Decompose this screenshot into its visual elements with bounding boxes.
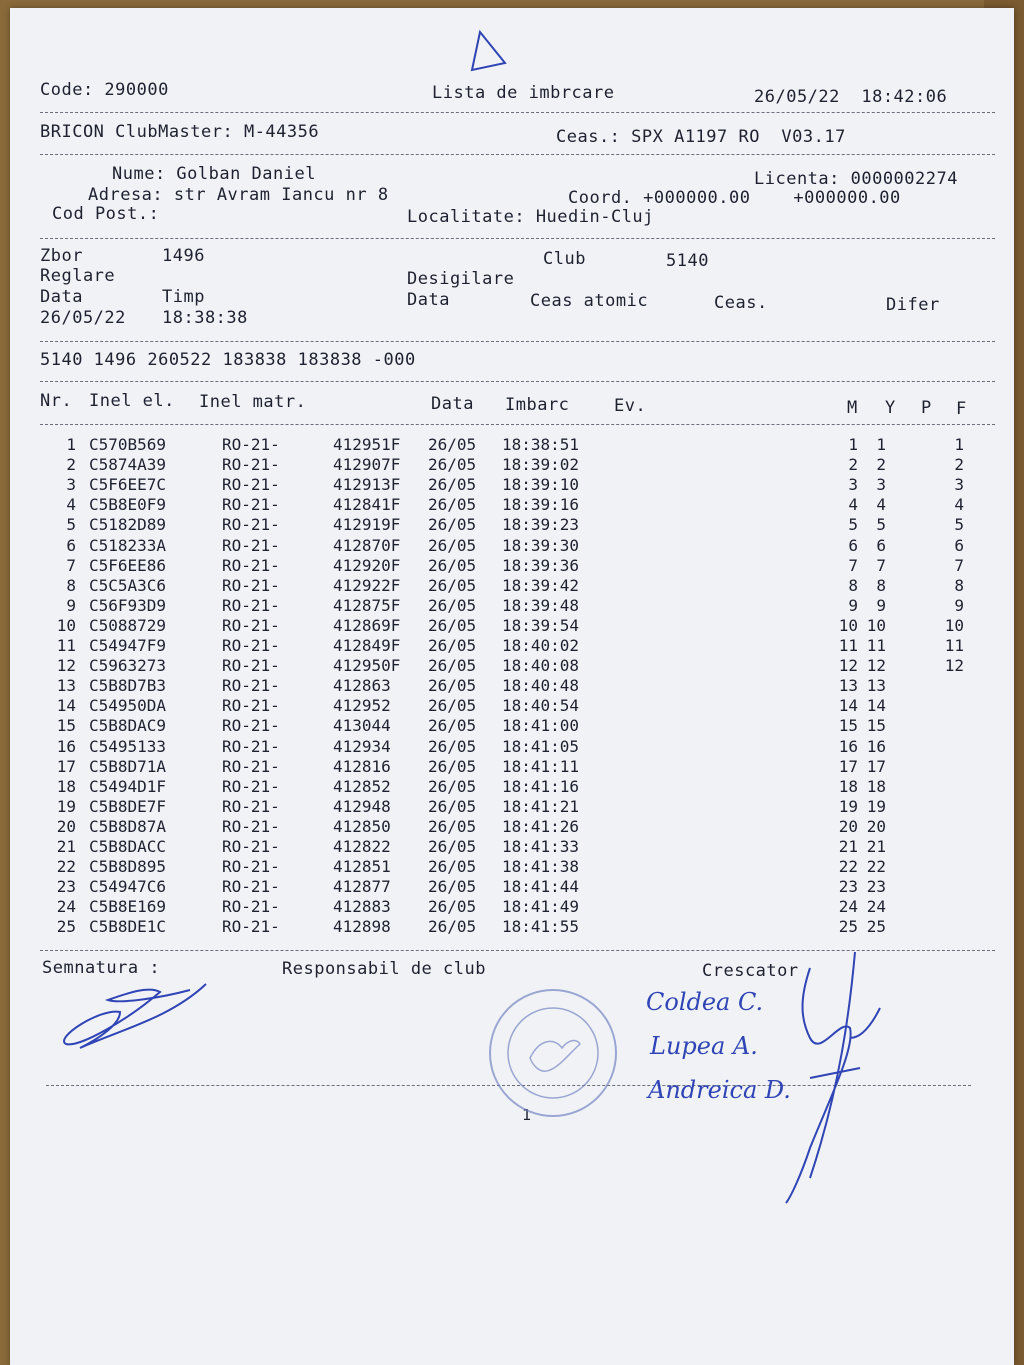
cell-time: 18:39:30 <box>502 535 580 555</box>
cell-y: 22 <box>866 857 886 877</box>
cell-data: 26/05 <box>428 535 477 555</box>
cell-pre: RO-21- <box>222 636 280 655</box>
cell-pre: RO-21- <box>222 535 280 555</box>
cell-time: 18:41:16 <box>502 776 580 796</box>
cell-y: 24 <box>866 897 886 917</box>
cell-el: C5963273 <box>89 656 167 676</box>
cell-m: 2 <box>848 455 858 475</box>
reglare-date: 26/05/22 <box>40 308 126 328</box>
cell-matr: 412850 <box>333 816 391 836</box>
cell-pre: RO-21- <box>222 515 280 535</box>
cell-el: C518233A <box>89 535 167 555</box>
cell-el: C5B8D87A <box>89 816 167 836</box>
cell-time: 18:41:21 <box>502 796 580 816</box>
cell-data: 26/05 <box>428 555 477 575</box>
cell-pre: RO-21- <box>222 495 280 515</box>
cell-matr: 412919F <box>333 515 401 535</box>
cell-y: 19 <box>866 796 886 816</box>
cell-nr: 15 <box>56 716 76 736</box>
cell-data: 26/05 <box>428 595 477 615</box>
cell-el: C5B8D71A <box>89 756 167 776</box>
cell-time: 18:41:33 <box>502 837 580 856</box>
cell-matr: 412822 <box>333 837 391 856</box>
cell-data: 26/05 <box>428 716 477 736</box>
cell-m: 15 <box>838 716 858 736</box>
cell-matr: 412869F <box>333 615 401 635</box>
triangle-mark <box>472 32 505 70</box>
cell-matr: 412816 <box>333 756 391 776</box>
cell-el: C5B8E169 <box>89 897 167 917</box>
cell-pre: RO-21- <box>222 555 280 575</box>
col-f: F <box>956 399 967 419</box>
cell-y: 7 <box>876 555 886 575</box>
timp-label: Timp <box>162 287 205 307</box>
cell-el: C54947F9 <box>89 636 167 655</box>
cell-y: 10 <box>866 615 886 635</box>
cell-m: 10 <box>838 615 858 635</box>
cell-y: 15 <box>866 716 886 736</box>
cell-el: C5B8DE1C <box>89 917 167 937</box>
cell-y: 20 <box>866 816 886 836</box>
cell-f: 3 <box>954 475 964 495</box>
cell-y: 2 <box>876 455 886 475</box>
cell-data: 26/05 <box>428 676 477 696</box>
cell-y: 8 <box>876 575 886 595</box>
cell-y: 13 <box>866 676 886 696</box>
reglare-label: Reglare <box>40 266 116 286</box>
cell-time: 18:41:11 <box>502 756 580 776</box>
handwritten-name-2: Lupea A. <box>650 1032 758 1060</box>
cell-time: 18:41:38 <box>502 857 580 877</box>
cell-el: C5B8D895 <box>89 857 167 877</box>
cell-data: 26/05 <box>428 435 477 454</box>
cell-y: 5 <box>876 515 886 535</box>
cell-y: 11 <box>866 636 886 655</box>
cell-time: 18:41:49 <box>502 897 580 917</box>
cell-el: C5B8DAC9 <box>89 716 167 736</box>
coordinates: Coord. +000000.00 +000000.00 <box>568 188 901 208</box>
cell-m: 25 <box>838 917 858 937</box>
postal-code: Cod Post.: <box>52 204 160 224</box>
signature-label: Semnatura : <box>42 958 161 978</box>
cell-el: C5494D1F <box>89 776 167 796</box>
cell-y: 14 <box>866 696 886 716</box>
cell-pre: RO-21- <box>222 877 280 897</box>
cell-data: 26/05 <box>428 917 477 937</box>
cell-data: 26/05 <box>428 656 477 676</box>
cell-el: C570B569 <box>89 435 167 454</box>
cell-data: 26/05 <box>428 877 477 897</box>
cell-time: 18:39:16 <box>502 495 580 515</box>
cell-pre: RO-21- <box>222 897 280 917</box>
club-stamp <box>490 990 616 1116</box>
cell-f: 2 <box>954 455 964 475</box>
cell-y: 12 <box>866 656 886 676</box>
cell-nr: 13 <box>56 676 76 696</box>
cell-pre: RO-21- <box>222 716 280 736</box>
cell-m: 19 <box>838 796 858 816</box>
cell-matr: 412870F <box>333 535 401 555</box>
cell-nr: 25 <box>56 917 76 937</box>
cell-m: 4 <box>848 495 858 515</box>
cell-data: 26/05 <box>428 816 477 836</box>
cell-m: 9 <box>848 595 858 615</box>
cell-data: 26/05 <box>428 796 477 816</box>
cell-data: 26/05 <box>428 736 477 756</box>
cell-y: 3 <box>876 475 886 495</box>
cell-matr: 413044 <box>333 716 391 736</box>
flight-label: Zbor <box>40 246 83 266</box>
cell-matr: 412883 <box>333 897 391 917</box>
cell-matr: 412875F <box>333 595 401 615</box>
col-m: M <box>847 398 858 418</box>
cell-f: 5 <box>954 515 964 535</box>
license-number: Licenta: 0000002274 <box>754 169 958 189</box>
club-label: Club <box>543 249 586 269</box>
cell-nr: 1 <box>66 435 76 454</box>
flight-code-line: 5140 1496 260522 183838 183838 -000 <box>40 350 416 370</box>
cell-nr: 21 <box>56 837 76 856</box>
cell-el: C5495133 <box>89 736 167 756</box>
col-p: P <box>921 398 932 418</box>
cell-matr: 412952 <box>333 696 391 716</box>
cell-matr: 412852 <box>333 776 391 796</box>
locality: Localitate: Huedin-Cluj <box>407 207 654 227</box>
cell-time: 18:41:00 <box>502 716 580 736</box>
col-inel-el: Inel el. <box>89 391 175 411</box>
print-datetime: 26/05/22 18:42:06 <box>754 87 948 107</box>
cell-nr: 2 <box>66 455 76 475</box>
cell-m: 7 <box>848 555 858 575</box>
cell-el: C5C5A3C6 <box>89 575 167 595</box>
program-name: BRICON ClubMaster: M-44356 <box>40 122 320 142</box>
cell-y: 6 <box>876 535 886 555</box>
cell-el: C5088729 <box>89 615 167 635</box>
cell-m: 6 <box>848 535 858 555</box>
cell-matr: 412934 <box>333 736 391 756</box>
cell-y: 18 <box>866 776 886 796</box>
cell-pre: RO-21- <box>222 656 280 676</box>
club-responsible-label: Responsabil de club <box>282 959 486 979</box>
cell-f: 9 <box>954 595 964 615</box>
cell-matr: 412841F <box>333 495 401 515</box>
cell-data: 26/05 <box>428 615 477 635</box>
col-nr: Nr. <box>40 391 73 411</box>
cell-f: 1 <box>954 435 964 454</box>
cell-el: C56F93D9 <box>89 595 167 615</box>
cell-el: C5B8DE7F <box>89 796 167 816</box>
cell-data: 26/05 <box>428 776 477 796</box>
printed-sheet <box>10 8 1014 1365</box>
cell-data: 26/05 <box>428 455 477 475</box>
cell-el: C54947C6 <box>89 877 167 897</box>
cell-data: 26/05 <box>428 857 477 877</box>
cell-el: C5874A39 <box>89 455 167 475</box>
cell-y: 25 <box>866 917 886 937</box>
cell-m: 21 <box>838 837 858 856</box>
cell-nr: 10 <box>56 615 76 635</box>
cell-matr: 412898 <box>333 917 391 937</box>
cell-nr: 6 <box>66 535 76 555</box>
cell-f: 6 <box>954 535 964 555</box>
cell-el: C5F6EE86 <box>89 555 167 575</box>
cell-time: 18:41:26 <box>502 816 580 836</box>
cell-time: 18:39:54 <box>502 615 580 635</box>
cell-matr: 412920F <box>333 555 401 575</box>
cell-nr: 14 <box>56 696 76 716</box>
cell-matr: 412950F <box>333 656 401 676</box>
page-number: 1 <box>522 1106 532 1124</box>
document-title: Lista de imbrcare <box>432 83 615 103</box>
club-number: 5140 <box>666 251 709 271</box>
cell-pre: RO-21- <box>222 736 280 756</box>
cell-m: 12 <box>838 656 858 676</box>
cell-pre: RO-21- <box>222 676 280 696</box>
reglare-time: 18:38:38 <box>162 308 248 328</box>
cell-nr: 24 <box>56 897 76 917</box>
cell-m: 11 <box>838 636 858 655</box>
cell-m: 1 <box>848 435 858 454</box>
cell-time: 18:39:36 <box>502 555 580 575</box>
cell-pre: RO-21- <box>222 917 280 937</box>
cell-time: 18:40:54 <box>502 696 580 716</box>
handwritten-name-1: Coldea C. <box>646 988 764 1016</box>
cell-m: 20 <box>838 816 858 836</box>
cell-nr: 4 <box>66 495 76 515</box>
cell-y: 17 <box>866 756 886 776</box>
cell-m: 18 <box>838 776 858 796</box>
cell-data: 26/05 <box>428 756 477 776</box>
cell-pre: RO-21- <box>222 816 280 836</box>
handwritten-name-3: Andreica D. <box>648 1076 791 1104</box>
difference-label: Difer <box>886 295 940 315</box>
cell-m: 8 <box>848 575 858 595</box>
cell-f: 4 <box>954 495 964 515</box>
cell-time: 18:39:10 <box>502 475 580 495</box>
cell-el: C54950DA <box>89 696 167 716</box>
cell-m: 16 <box>838 736 858 756</box>
cell-pre: RO-21- <box>222 455 280 475</box>
cell-m: 3 <box>848 475 858 495</box>
cell-matr: 412922F <box>333 575 401 595</box>
cell-y: 16 <box>866 736 886 756</box>
cell-time: 18:41:55 <box>502 917 580 937</box>
cell-time: 18:39:23 <box>502 515 580 535</box>
flight-number: 1496 <box>162 246 205 266</box>
cell-y: 4 <box>876 495 886 515</box>
cell-data: 26/05 <box>428 696 477 716</box>
cell-matr: 412948 <box>333 796 391 816</box>
cell-m: 5 <box>848 515 858 535</box>
cell-el: C5B8DACC <box>89 837 167 856</box>
cell-time: 18:40:02 <box>502 636 580 655</box>
cell-pre: RO-21- <box>222 475 280 495</box>
cell-time: 18:39:42 <box>502 575 580 595</box>
cell-matr: 412851 <box>333 857 391 877</box>
cell-m: 17 <box>838 756 858 776</box>
cell-time: 18:40:08 <box>502 656 580 676</box>
cell-data: 26/05 <box>428 837 477 856</box>
cell-nr: 3 <box>66 475 76 495</box>
data2-label: Data <box>407 290 450 310</box>
cell-pre: RO-21- <box>222 796 280 816</box>
cell-m: 13 <box>838 676 858 696</box>
ink-drawings <box>10 8 1014 1365</box>
cell-data: 26/05 <box>428 475 477 495</box>
signature-semnatura <box>64 984 206 1048</box>
cell-pre: RO-21- <box>222 575 280 595</box>
cell-time: 18:38:51 <box>502 435 580 454</box>
cell-nr: 11 <box>56 636 76 655</box>
cell-el: C5182D89 <box>89 515 167 535</box>
atomic-clock-label: Ceas atomic <box>530 291 649 311</box>
signature-crescator <box>786 952 880 1203</box>
cell-pre: RO-21- <box>222 776 280 796</box>
cell-matr: 412849F <box>333 636 401 655</box>
data-label: Data <box>40 287 83 307</box>
cell-nr: 7 <box>66 555 76 575</box>
cell-nr: 22 <box>56 857 76 877</box>
code-label: Code: 290000 <box>40 80 169 100</box>
cell-el: C5B8E0F9 <box>89 495 167 515</box>
cell-pre: RO-21- <box>222 696 280 716</box>
cell-nr: 20 <box>56 816 76 836</box>
col-data: Data <box>431 394 474 414</box>
cell-time: 18:40:48 <box>502 676 580 696</box>
cell-data: 26/05 <box>428 495 477 515</box>
cell-f: 8 <box>954 575 964 595</box>
breeder-label: Crescator <box>702 961 799 981</box>
cell-y: 1 <box>876 435 886 454</box>
cell-el: C5B8D7B3 <box>89 676 167 696</box>
cell-y: 21 <box>866 837 886 856</box>
cell-nr: 18 <box>56 776 76 796</box>
cell-matr: 412907F <box>333 455 401 475</box>
cell-pre: RO-21- <box>222 857 280 877</box>
cell-data: 26/05 <box>428 575 477 595</box>
cell-y: 9 <box>876 595 886 615</box>
cell-matr: 412951F <box>333 435 401 454</box>
dove-icon <box>530 1041 580 1072</box>
cell-nr: 5 <box>66 515 76 535</box>
cell-data: 26/05 <box>428 636 477 655</box>
col-y: Y <box>885 398 896 418</box>
cell-el: C5F6EE7C <box>89 475 167 495</box>
col-ev: Ev. <box>614 396 647 416</box>
cell-time: 18:39:48 <box>502 595 580 615</box>
cell-data: 26/05 <box>428 515 477 535</box>
cell-time: 18:41:05 <box>502 736 580 756</box>
cell-m: 23 <box>838 877 858 897</box>
cell-f: 12 <box>944 656 964 676</box>
cell-m: 24 <box>838 897 858 917</box>
desigilare-label: Desigilare <box>407 269 515 289</box>
cell-f: 10 <box>944 615 964 635</box>
cell-pre: RO-21- <box>222 595 280 615</box>
cell-nr: 9 <box>66 595 76 615</box>
col-inel-matr: Inel matr. <box>199 392 307 412</box>
owner-address: Adresa: str Avram Iancu nr 8 <box>88 185 389 205</box>
cell-time: 18:41:44 <box>502 877 580 897</box>
cell-pre: RO-21- <box>222 837 280 856</box>
cell-data: 26/05 <box>428 897 477 917</box>
cell-f: 7 <box>954 555 964 575</box>
cell-nr: 23 <box>56 877 76 897</box>
cell-y: 23 <box>866 877 886 897</box>
col-imbarc: Imbarc <box>505 395 570 415</box>
cell-f: 11 <box>944 636 964 655</box>
cell-pre: RO-21- <box>222 756 280 776</box>
cell-m: 22 <box>838 857 858 877</box>
cell-time: 18:39:02 <box>502 455 580 475</box>
cell-m: 14 <box>838 696 858 716</box>
cell-nr: 19 <box>56 796 76 816</box>
cell-nr: 12 <box>56 656 76 676</box>
clock-info: Ceas.: SPX A1197 RO V03.17 <box>556 127 846 147</box>
cell-matr: 412913F <box>333 475 401 495</box>
cell-nr: 16 <box>56 736 76 756</box>
cell-nr: 17 <box>56 756 76 776</box>
clock-label: Ceas. <box>714 293 768 313</box>
owner-name: Nume: Golban Daniel <box>112 164 316 184</box>
cell-nr: 8 <box>66 575 76 595</box>
cell-pre: RO-21- <box>222 435 280 454</box>
cell-matr: 412863 <box>333 676 391 696</box>
cell-matr: 412877 <box>333 877 391 897</box>
cell-pre: RO-21- <box>222 615 280 635</box>
